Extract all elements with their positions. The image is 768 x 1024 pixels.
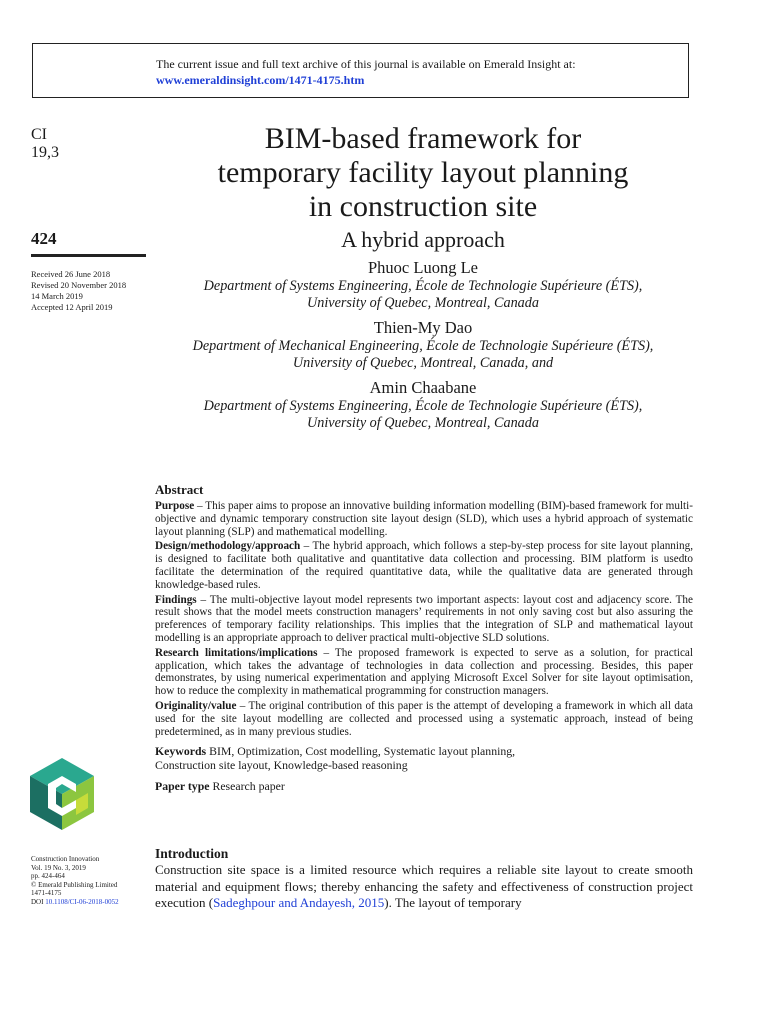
date-received: Received 26 June 2018 — [31, 269, 111, 279]
journal-volume — [31, 126, 59, 162]
paper-type-value: Research paper — [212, 779, 285, 794]
abstract-label: Purpose — [155, 500, 195, 512]
abstract-heading: Abstract — [155, 482, 204, 497]
intro-text-after: ). The layout of temporary — [384, 895, 522, 910]
publication-meta — [31, 855, 119, 907]
author-name: Amin Chaabane — [369, 378, 477, 397]
date-revised-2: 14 March 2019 — [31, 291, 83, 301]
introduction — [155, 845, 693, 912]
date-accepted: Accepted 12 April 2019 — [31, 302, 113, 312]
abstract-label: Research limitations/implications — [155, 646, 318, 659]
introduction-heading: Introduction — [155, 846, 229, 861]
author-affiliation: University of Quebec, Montreal, Canada, and — [292, 355, 554, 371]
abstract-design — [155, 540, 693, 591]
intro-text-before: Construction site space is a limited resource which requires a reliable site layout to create smooth material and equipment flows; thereby enhancing the safety and effectiveness of construction project execution ( — [155, 862, 693, 910]
abstract-label: Originality/value — [155, 699, 237, 712]
doi-label: DOI — [31, 897, 44, 906]
author-affiliation: University of Quebec, Montreal, Canada — [307, 415, 539, 431]
doi-link[interactable]: 10.1108/CI-06-2018-0052 — [45, 897, 119, 906]
journal-banner — [32, 43, 689, 98]
article-dates — [31, 269, 126, 313]
title-block — [150, 122, 696, 254]
title-line-2: temporary facility layout planning — [217, 156, 629, 189]
banner-text: The current issue and full text archive of this journal is available on Emerald Insight at: — [156, 57, 576, 71]
author-1 — [150, 258, 696, 312]
author-name: Thien-My Dao — [373, 318, 473, 337]
abstract-originality — [155, 700, 693, 738]
journal-vol: Vol. 19 No. 3, 2019 — [31, 863, 86, 872]
publisher: © Emerald Publishing Limited — [31, 880, 118, 889]
banner-text-block — [156, 56, 576, 88]
issn: 1471-4175 — [31, 889, 62, 898]
journal-abbrev: CI — [31, 126, 47, 143]
abstract-purpose — [155, 500, 693, 538]
abstract-text: – The multi-objective layout model represents two important aspects: layout cost and adjacency score. The result shows that the model meets construction managers’ requirements in not only saving cost but also assuring the preferences of temporary facility relationships. This implies that the integration of SLP and mathematical layout modelling is an appropriate approach to deliver practical multi-objective SLD solutions. — [155, 593, 693, 644]
abstract — [155, 482, 693, 793]
emerald-publishing-logo-icon — [30, 758, 94, 835]
author-affiliation: University of Quebec, Montreal, Canada — [307, 295, 539, 311]
keywords-line-1: BIM, Optimization, Cost modelling, Systematic layout planning, — [209, 744, 516, 759]
author-3 — [150, 378, 696, 432]
citation-link[interactable]: Sadeghpour and Andayesh, 2015 — [213, 895, 385, 910]
paper-type — [155, 780, 693, 793]
title-line-1: BIM-based framework for — [264, 122, 582, 155]
abstract-text: – The proposed framework is expected to serve as a solution, for practical application, which takes the advantage of technologies in data collection and processing. Besides, this paper demonstrates, by using numerical experimentation and applying Microsoft Excel Solver for site layout optimisation, how to reduce the complexity in mathematical programming for construction managers. — [155, 646, 693, 698]
article-title — [150, 122, 696, 224]
journal-pages: pp. 424-464 — [31, 872, 65, 881]
abstract-findings — [155, 594, 693, 645]
abstract-label: Design/methodology/approach — [155, 540, 301, 553]
abstract-text: – This paper aims to propose an innovative building information modelling (BIM)-based framework for multi-objective and dynamic temporary construction site layout design (SLD), which uses a hybrid approach of systematic layout planning (SLP) and mathematical modelling. — [155, 500, 693, 538]
journal-archive-link[interactable]: www.emeraldinsight.com/1471-4175.htm — [156, 73, 365, 87]
abstract-text: – The original contribution of this paper is the attempt of developing a framework in which all data used for the site layout modelling are collected and processed using a systematic approach, instead of being predetermined, as in many previous studies. — [155, 699, 693, 738]
paper-type-label: Paper type — [155, 779, 210, 794]
emerald-logo-svg — [30, 758, 94, 830]
title-line-3: in construction site — [308, 190, 538, 223]
author-affiliation: Department of Systems Engineering, École de Technologie Supérieure (ÉTS), — [203, 398, 643, 414]
article-subtitle: A hybrid approach — [341, 227, 505, 252]
abstract-text: – The hybrid approach, which follows a step-by-step process for site layout planning, is designed to facilitate both qualitative and quantitative data collection and processing. BIM platform is usedto facilitate the determination of the required quantitative data, while the qualitative data are generated through knowledge-based rules. — [155, 540, 693, 591]
keywords-label: Keywords — [155, 744, 207, 759]
journal-name: Construction Innovation — [31, 855, 100, 863]
keywords — [155, 744, 693, 772]
author-2 — [150, 318, 696, 372]
volume-issue: 19,3 — [31, 144, 59, 161]
doi-line — [31, 898, 119, 907]
keywords-line-2: Construction site layout, Knowledge-based reasoning — [155, 758, 408, 773]
page-number: 424 — [31, 229, 57, 248]
date-revised-1: Revised 20 November 2018 — [31, 280, 127, 290]
author-name: Phuoc Luong Le — [368, 258, 478, 277]
margin-rule — [31, 254, 146, 257]
author-list — [150, 258, 696, 438]
abstract-limitations — [155, 647, 693, 698]
author-affiliation: Department of Mechanical Engineering, École de Technologie Supérieure (ÉTS), — [192, 338, 654, 354]
abstract-label: Findings — [155, 593, 197, 606]
author-affiliation: Department of Systems Engineering, École de Technologie Supérieure (ÉTS), — [203, 278, 643, 294]
introduction-text — [155, 862, 693, 912]
